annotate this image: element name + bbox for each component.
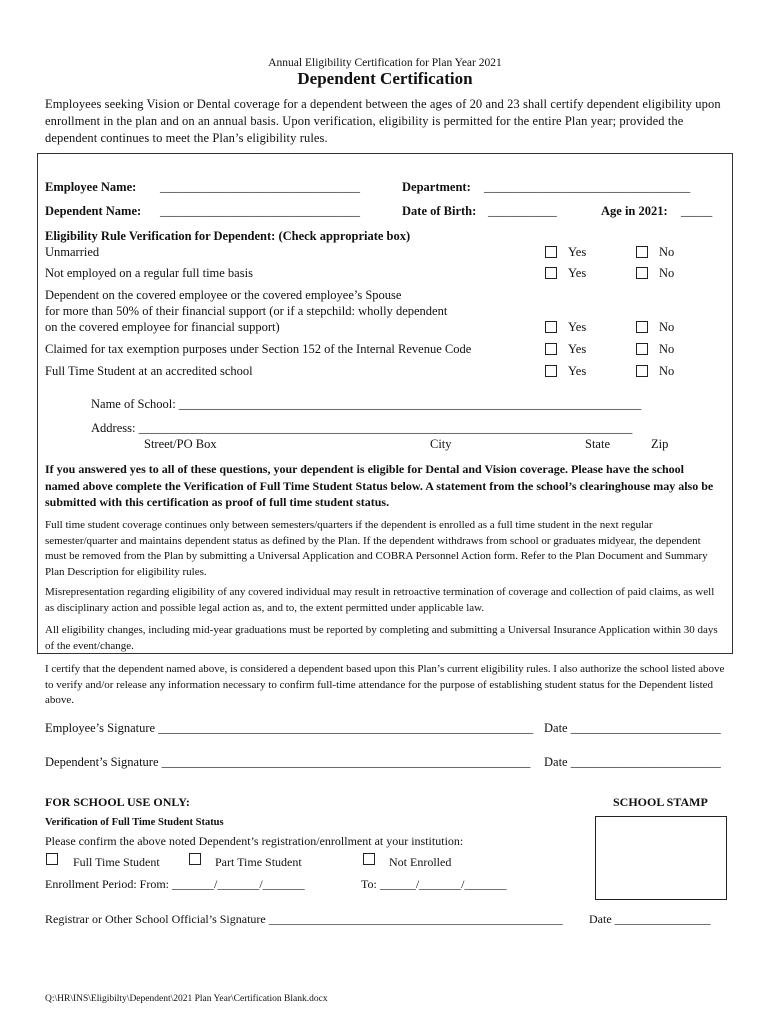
employee-name-label: Employee Name: <box>45 180 137 194</box>
yes-label: Yes <box>568 245 587 259</box>
school-stamp-box <box>595 816 727 900</box>
rule-yes-checkbox[interactable] <box>545 321 557 333</box>
registrar-date-field[interactable]: Date ________________ <box>589 912 711 926</box>
employee-date-field[interactable]: Date ________________________ <box>544 721 721 735</box>
dob-field[interactable]: ___________ <box>488 204 557 218</box>
rule-no-checkbox[interactable] <box>636 365 648 377</box>
no-label: No <box>659 320 675 334</box>
dependent-name-label: Dependent Name: <box>45 204 142 218</box>
zip-caption: Zip <box>651 437 669 451</box>
no-label: No <box>659 342 675 356</box>
school-use-heading: FOR SCHOOL USE ONLY: <box>45 795 190 809</box>
rule-label: Unmarried <box>45 245 100 259</box>
rule-label: Full Time Student at an accredited school <box>45 364 253 378</box>
rules-heading: Eligibility Rule Verification for Dependent: (Check appropriate box) <box>45 229 411 243</box>
rule-label: on the covered employee for financial support) <box>45 320 280 334</box>
dependent-signature-field[interactable]: Dependent’s Signature ___________________________________________________________ <box>45 755 531 769</box>
coverage-notice: Full time student coverage continues only between semesters/quarters if the dependent is enrolled as a full time student in the next regular semester/quarter and maintains dependent status as defined by the Plan. If the dependent withdraws from school or graduates midyear, the dependent must be removed from the Plan by submitting a Universal Application and COBRA Personnel Action form. Refer to the Plan Document and Summary Plan Description for eligibility rules. <box>45 519 708 578</box>
age-label: Age in 2021: <box>601 204 668 218</box>
rule-no-checkbox[interactable] <box>636 267 648 279</box>
school-address-field[interactable]: Address: _______________________________________________________________________________ <box>91 421 633 435</box>
rule-yes-checkbox[interactable] <box>545 365 557 377</box>
file-path-footer: Q:\HR\INS\Eligibilty\Dependent\2021 Plan Year\Certification Blank.docx <box>45 994 328 1004</box>
state-caption: State <box>585 437 610 451</box>
yes-label: Yes <box>568 266 587 280</box>
yes-label: Yes <box>568 320 587 334</box>
no-label: No <box>659 364 675 378</box>
not-enrolled-checkbox[interactable] <box>363 853 375 865</box>
no-label: No <box>659 245 675 259</box>
changes-notice: All eligibility changes, including mid-year graduations must be reported by completing and submitting a Universal Insurance Application within 30 days of the event/change. <box>45 624 718 652</box>
form-supertitle: Annual Eligibility Certification for Plan Year 2021 <box>268 57 502 69</box>
department-field[interactable]: _________________________________ <box>484 180 691 194</box>
rule-no-checkbox[interactable] <box>636 343 648 355</box>
rule-label: Dependent on the covered employee or the covered employee’s Spouse <box>45 288 402 302</box>
rule-no-checkbox[interactable] <box>636 321 648 333</box>
confirm-instruction: Please confirm the above noted Dependent’s registration/enrollment at your institution: <box>45 834 464 848</box>
employee-signature-field[interactable]: Employee’s Signature ____________________________________________________________ <box>45 721 534 735</box>
misrepresentation-notice: Misrepresentation regarding eligibility of any covered individual may result in retroactive termination of coverage and collection of paid claims, as well as disciplinary action and possible legal action as, and to, the extent permitted under applicable law. <box>45 586 715 614</box>
rule-yes-checkbox[interactable] <box>545 246 557 258</box>
intro-paragraph: Employees seeking Vision or Dental coverage for a dependent between the ages of 20 and 23 shall certify dependent eligibility upon enrollment in the plan and on an annual basis. Upon verification, eligibility is permitted for the entire Plan year; provided the dependent continues to meet the Plan’s eligibility rules. <box>45 97 721 145</box>
eligibility-notice: If you answered yes to all of these questions, your dependent is eligible for Dental and Vision coverage. Please have the school named above complete the Verification of Full Time Student Status below. A statement from the school’s clearinghouse may also be submitted with this certification as proof of full time student status. <box>45 462 714 509</box>
verification-heading: Verification of Full Time Student Status <box>45 817 224 828</box>
dob-label: Date of Birth: <box>402 204 477 218</box>
form-title: Dependent Certification <box>297 69 473 88</box>
full-time-checkbox[interactable] <box>46 853 58 865</box>
certification-statement: I certify that the dependent named above, is considered a dependent based upon this Plan’s current eligibility rules. I also authorize the school listed above to verify and/or release any information necessary to confirm full-time attendance for the purpose of establishing student status for the Dependent listed above. <box>45 663 725 706</box>
rule-yes-checkbox[interactable] <box>545 267 557 279</box>
registrar-signature-field[interactable]: Registrar or Other School Official’s Signature _________________________________________________ <box>45 912 563 926</box>
employee-name-field[interactable]: ________________________________ <box>160 180 360 194</box>
department-label: Department: <box>402 180 471 194</box>
no-label: No <box>659 266 675 280</box>
enrollment-from-field[interactable]: Enrollment Period: From: _______/_______/_______ <box>45 877 305 891</box>
enrollment-to-field[interactable]: To: ______/_______/_______ <box>361 877 507 891</box>
city-caption: City <box>430 437 452 451</box>
rule-label: Not employed on a regular full time basis <box>45 266 253 280</box>
rule-label: for more than 50% of their financial support (or if a stepchild: wholly dependent <box>45 304 448 318</box>
street-caption: Street/PO Box <box>144 437 217 451</box>
rule-no-checkbox[interactable] <box>636 246 648 258</box>
yes-label: Yes <box>568 364 587 378</box>
rule-label: Claimed for tax exemption purposes under Section 152 of the Internal Revenue Code <box>45 342 472 356</box>
age-field[interactable]: _____ <box>681 204 713 218</box>
school-stamp-label: SCHOOL STAMP <box>613 795 708 809</box>
full-time-label: Full Time Student <box>73 855 160 869</box>
rule-yes-checkbox[interactable] <box>545 343 557 355</box>
part-time-checkbox[interactable] <box>189 853 201 865</box>
school-name-field[interactable]: Name of School: __________________________________________________________________________ <box>91 397 642 411</box>
yes-label: Yes <box>568 342 587 356</box>
not-enrolled-label: Not Enrolled <box>389 855 452 869</box>
dependent-name-field[interactable]: ________________________________ <box>160 204 360 218</box>
dependent-date-field[interactable]: Date ________________________ <box>544 755 721 769</box>
part-time-label: Part Time Student <box>215 855 302 869</box>
